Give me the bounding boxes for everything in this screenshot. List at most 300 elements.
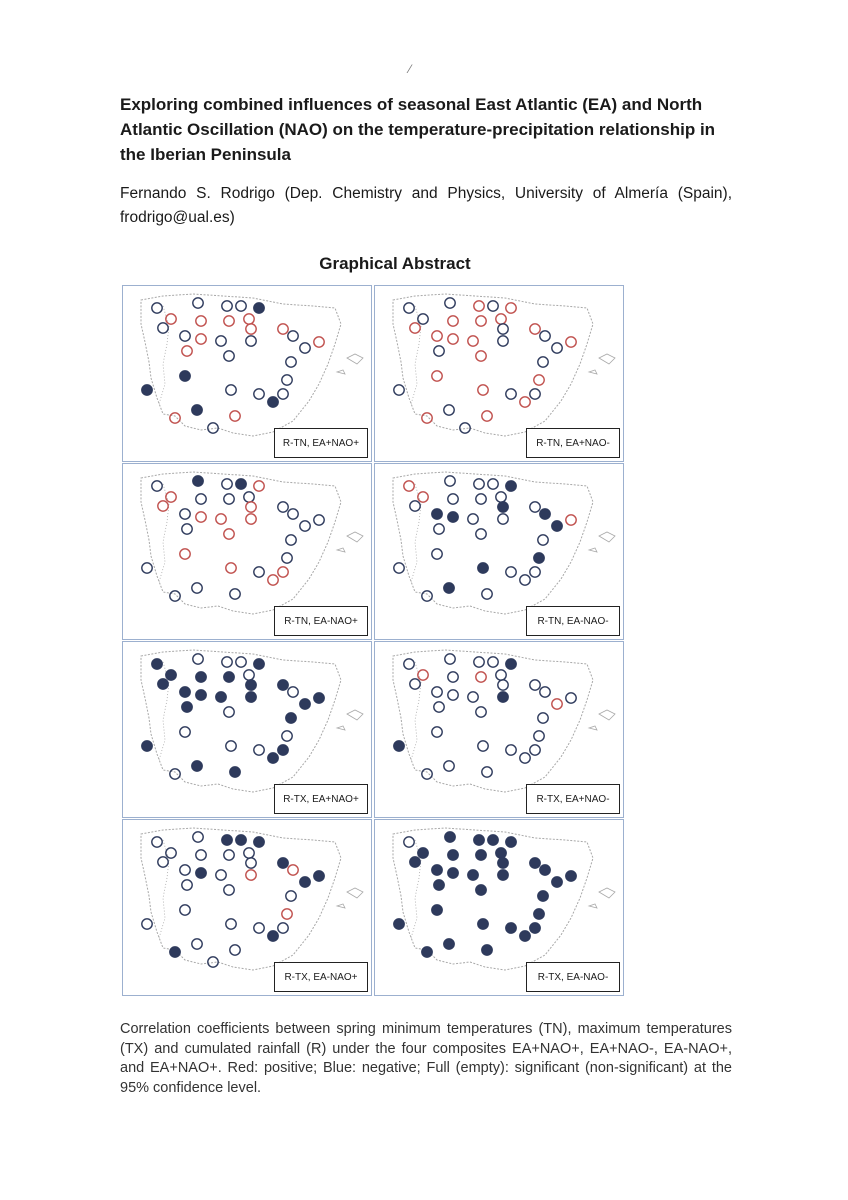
negative-station-marker xyxy=(180,331,190,341)
panel-label: R-TX, EA-NAO- xyxy=(526,962,620,992)
significant-station-marker xyxy=(422,947,432,957)
island-outline xyxy=(589,548,597,552)
significant-station-marker xyxy=(196,690,206,700)
negative-station-marker xyxy=(142,563,152,573)
negative-station-marker xyxy=(538,535,548,545)
positive-station-marker xyxy=(196,334,206,344)
negative-station-marker xyxy=(404,303,414,313)
negative-station-marker xyxy=(196,494,206,504)
negative-station-marker xyxy=(226,919,236,929)
positive-station-marker xyxy=(552,699,562,709)
negative-station-marker xyxy=(432,549,442,559)
negative-station-marker xyxy=(278,923,288,933)
negative-station-marker xyxy=(222,301,232,311)
positive-station-marker xyxy=(476,351,486,361)
island-outline xyxy=(599,354,615,364)
panel-label: R-TX, EA+NAO+ xyxy=(274,784,368,814)
positive-station-marker xyxy=(278,324,288,334)
panel-label: R-TN, EA+NAO+ xyxy=(274,428,368,458)
negative-station-marker xyxy=(434,346,444,356)
negative-station-marker xyxy=(288,331,298,341)
negative-station-marker xyxy=(288,687,298,697)
significant-station-marker xyxy=(222,835,232,845)
negative-station-marker xyxy=(506,389,516,399)
positive-station-marker xyxy=(448,334,458,344)
significant-station-marker xyxy=(530,858,540,868)
negative-station-marker xyxy=(432,687,442,697)
significant-station-marker xyxy=(478,919,488,929)
paper-title: Exploring combined influences of seasonal East Atlantic (EA) and North Atlantic Oscillation (NAO) on the temperature-precipitation relationship in the Iberian Peninsula xyxy=(120,95,716,164)
negative-station-marker xyxy=(434,702,444,712)
negative-station-marker xyxy=(226,741,236,751)
significant-station-marker xyxy=(300,877,310,887)
significant-station-marker xyxy=(158,679,168,689)
negative-station-marker xyxy=(520,753,530,763)
significant-station-marker xyxy=(498,870,508,880)
negative-station-marker xyxy=(422,591,432,601)
positive-station-marker xyxy=(246,870,256,880)
author-line: Fernando S. Rodrigo (Dep. Chemistry and Physics, University of Almería (Spain), frodrigo@ual.es) xyxy=(120,185,732,226)
significant-station-marker xyxy=(170,947,180,957)
significant-station-marker xyxy=(196,868,206,878)
significant-station-marker xyxy=(254,659,264,669)
negative-station-marker xyxy=(538,713,548,723)
significant-station-marker xyxy=(506,837,516,847)
significant-station-marker xyxy=(152,659,162,669)
significant-station-marker xyxy=(552,521,562,531)
significant-station-marker xyxy=(224,672,234,682)
negative-station-marker xyxy=(506,745,516,755)
negative-station-marker xyxy=(474,479,484,489)
positive-station-marker xyxy=(196,316,206,326)
positive-station-marker xyxy=(534,375,544,385)
negative-station-marker xyxy=(230,945,240,955)
significant-station-marker xyxy=(540,509,550,519)
negative-station-marker xyxy=(236,301,246,311)
island-outline xyxy=(589,726,597,730)
country-border xyxy=(159,484,169,582)
negative-station-marker xyxy=(444,761,454,771)
significant-station-marker xyxy=(520,931,530,941)
positive-station-marker xyxy=(530,324,540,334)
negative-station-marker xyxy=(444,405,454,415)
negative-station-marker xyxy=(478,741,488,751)
negative-station-marker xyxy=(418,314,428,324)
significant-station-marker xyxy=(182,702,192,712)
negative-station-marker xyxy=(520,575,530,585)
negative-station-marker xyxy=(182,524,192,534)
positive-station-marker xyxy=(170,413,180,423)
positive-station-marker xyxy=(224,316,234,326)
negative-station-marker xyxy=(496,670,506,680)
significant-station-marker xyxy=(268,397,278,407)
significant-station-marker xyxy=(482,945,492,955)
significant-station-marker xyxy=(254,837,264,847)
negative-station-marker xyxy=(180,727,190,737)
negative-station-marker xyxy=(288,509,298,519)
significant-station-marker xyxy=(300,699,310,709)
significant-station-marker xyxy=(142,741,152,751)
negative-station-marker xyxy=(498,324,508,334)
map-panel xyxy=(122,641,372,818)
positive-station-marker xyxy=(230,411,240,421)
positive-station-marker xyxy=(226,563,236,573)
negative-station-marker xyxy=(498,514,508,524)
significant-station-marker xyxy=(314,693,324,703)
negative-station-marker xyxy=(224,885,234,895)
significant-station-marker xyxy=(496,848,506,858)
positive-station-marker xyxy=(418,670,428,680)
negative-station-marker xyxy=(254,389,264,399)
positive-station-marker xyxy=(224,529,234,539)
negative-station-marker xyxy=(244,848,254,858)
positive-station-marker xyxy=(404,481,414,491)
significant-station-marker xyxy=(192,761,202,771)
negative-station-marker xyxy=(552,343,562,353)
positive-station-marker xyxy=(418,492,428,502)
positive-station-marker xyxy=(506,303,516,313)
negative-station-marker xyxy=(254,923,264,933)
negative-station-marker xyxy=(236,657,246,667)
negative-station-marker xyxy=(246,336,256,346)
negative-station-marker xyxy=(300,521,310,531)
positive-station-marker xyxy=(278,567,288,577)
negative-station-marker xyxy=(222,657,232,667)
negative-station-marker xyxy=(474,657,484,667)
negative-station-marker xyxy=(498,680,508,690)
significant-station-marker xyxy=(246,680,256,690)
negative-station-marker xyxy=(158,323,168,333)
negative-station-marker xyxy=(180,865,190,875)
significant-station-marker xyxy=(566,871,576,881)
negative-station-marker xyxy=(170,591,180,601)
positive-station-marker xyxy=(478,385,488,395)
significant-station-marker xyxy=(444,939,454,949)
negative-station-marker xyxy=(216,336,226,346)
negative-station-marker xyxy=(246,858,256,868)
significant-station-marker xyxy=(488,835,498,845)
negative-station-marker xyxy=(496,492,506,502)
map-panel xyxy=(374,819,624,996)
country-border xyxy=(159,306,169,404)
map-panel xyxy=(122,285,372,462)
island-outline xyxy=(599,888,615,898)
negative-station-marker xyxy=(404,659,414,669)
negative-station-marker xyxy=(180,905,190,915)
positive-station-marker xyxy=(244,314,254,324)
significant-station-marker xyxy=(498,858,508,868)
negative-station-marker xyxy=(286,357,296,367)
negative-station-marker xyxy=(286,535,296,545)
island-outline xyxy=(347,888,363,898)
negative-station-marker xyxy=(434,524,444,534)
negative-station-marker xyxy=(468,514,478,524)
significant-station-marker xyxy=(166,670,176,680)
negative-station-marker xyxy=(530,567,540,577)
island-outline xyxy=(589,904,597,908)
negative-station-marker xyxy=(300,343,310,353)
negative-station-marker xyxy=(538,357,548,367)
significant-station-marker xyxy=(476,885,486,895)
negative-station-marker xyxy=(286,891,296,901)
negative-station-marker xyxy=(166,848,176,858)
negative-station-marker xyxy=(506,567,516,577)
negative-station-marker xyxy=(566,693,576,703)
positive-station-marker xyxy=(158,501,168,511)
positive-station-marker xyxy=(448,316,458,326)
negative-station-marker xyxy=(180,509,190,519)
positive-station-marker xyxy=(432,331,442,341)
positive-station-marker xyxy=(254,481,264,491)
graphical-abstract-heading: Graphical Abstract xyxy=(319,254,471,273)
margin-mark: ⁄ xyxy=(409,62,412,76)
island-outline xyxy=(599,710,615,720)
significant-station-marker xyxy=(268,931,278,941)
significant-station-marker xyxy=(498,502,508,512)
panel-label: R-TN, EA-NAO+ xyxy=(274,606,368,636)
positive-station-marker xyxy=(246,502,256,512)
negative-station-marker xyxy=(445,476,455,486)
significant-station-marker xyxy=(394,741,404,751)
positive-station-marker xyxy=(410,323,420,333)
significant-station-marker xyxy=(142,385,152,395)
figure-caption: Correlation coefficients between spring minimum temperatures (TN), maximum temperatures (TX) and cumulated rainfall (R) under the four composites EA+NAO+, EA+NAO-, EA-NAO+, and EA+NAO+. Red: positive; Blue: negative; Full (empty): significant (non-significant) at the 95% confidence level. xyxy=(120,1021,732,1096)
negative-station-marker xyxy=(448,690,458,700)
significant-station-marker xyxy=(216,692,226,702)
negative-station-marker xyxy=(530,745,540,755)
significant-station-marker xyxy=(196,672,206,682)
negative-station-marker xyxy=(445,654,455,664)
panel-label: R-TX, EA-NAO+ xyxy=(274,962,368,992)
positive-station-marker xyxy=(482,411,492,421)
negative-station-marker xyxy=(540,331,550,341)
positive-station-marker xyxy=(196,512,206,522)
negative-station-marker xyxy=(208,957,218,967)
negative-station-marker xyxy=(278,502,288,512)
negative-station-marker xyxy=(476,707,486,717)
significant-station-marker xyxy=(394,919,404,929)
negative-station-marker xyxy=(196,850,206,860)
negative-station-marker xyxy=(208,423,218,433)
negative-station-marker xyxy=(278,389,288,399)
negative-station-marker xyxy=(224,351,234,361)
negative-station-marker xyxy=(448,672,458,682)
negative-station-marker xyxy=(282,731,292,741)
negative-station-marker xyxy=(488,657,498,667)
significant-station-marker xyxy=(314,871,324,881)
significant-station-marker xyxy=(278,745,288,755)
positive-station-marker xyxy=(246,514,256,524)
significant-station-marker xyxy=(448,868,458,878)
positive-station-marker xyxy=(496,314,506,324)
positive-station-marker xyxy=(166,492,176,502)
negative-station-marker xyxy=(448,494,458,504)
negative-station-marker xyxy=(192,939,202,949)
map-panel-grid xyxy=(122,285,626,993)
negative-station-marker xyxy=(254,567,264,577)
island-outline xyxy=(599,532,615,542)
positive-station-marker xyxy=(476,672,486,682)
negative-station-marker xyxy=(224,850,234,860)
positive-station-marker xyxy=(520,397,530,407)
map-panel xyxy=(374,641,624,818)
significant-station-marker xyxy=(410,857,420,867)
negative-station-marker xyxy=(422,769,432,779)
significant-station-marker xyxy=(246,692,256,702)
significant-station-marker xyxy=(434,880,444,890)
negative-station-marker xyxy=(192,583,202,593)
negative-station-marker xyxy=(158,857,168,867)
significant-station-marker xyxy=(552,877,562,887)
panel-label: R-TN, EA+NAO- xyxy=(526,428,620,458)
positive-station-marker xyxy=(476,316,486,326)
island-outline xyxy=(589,370,597,374)
negative-station-marker xyxy=(193,298,203,308)
negative-station-marker xyxy=(404,837,414,847)
significant-station-marker xyxy=(448,512,458,522)
negative-station-marker xyxy=(488,301,498,311)
negative-station-marker xyxy=(394,563,404,573)
negative-station-marker xyxy=(216,870,226,880)
negative-station-marker xyxy=(224,707,234,717)
significant-station-marker xyxy=(230,767,240,777)
negative-station-marker xyxy=(282,375,292,385)
country-border xyxy=(411,306,421,404)
negative-station-marker xyxy=(468,692,478,702)
significant-station-marker xyxy=(268,753,278,763)
positive-station-marker xyxy=(474,301,484,311)
significant-station-marker xyxy=(498,692,508,702)
negative-station-marker xyxy=(432,727,442,737)
negative-station-marker xyxy=(530,680,540,690)
significant-station-marker xyxy=(506,481,516,491)
map-panel xyxy=(374,463,624,640)
negative-station-marker xyxy=(193,832,203,842)
country-border xyxy=(159,840,169,938)
positive-station-marker xyxy=(268,575,278,585)
negative-station-marker xyxy=(482,589,492,599)
negative-station-marker xyxy=(482,767,492,777)
negative-station-marker xyxy=(170,769,180,779)
negative-station-marker xyxy=(476,529,486,539)
panel-label: R-TN, EA-NAO- xyxy=(526,606,620,636)
negative-station-marker xyxy=(534,731,544,741)
negative-station-marker xyxy=(394,385,404,395)
island-outline xyxy=(347,710,363,720)
negative-station-marker xyxy=(540,687,550,697)
country-border xyxy=(411,484,421,582)
positive-station-marker xyxy=(432,371,442,381)
negative-station-marker xyxy=(193,654,203,664)
significant-station-marker xyxy=(432,905,442,915)
island-outline xyxy=(347,532,363,542)
positive-station-marker xyxy=(314,337,324,347)
negative-station-marker xyxy=(530,389,540,399)
significant-station-marker xyxy=(468,870,478,880)
positive-station-marker xyxy=(422,413,432,423)
significant-station-marker xyxy=(506,659,516,669)
negative-station-marker xyxy=(314,515,324,525)
significant-station-marker xyxy=(445,832,455,842)
island-outline xyxy=(337,904,345,908)
significant-station-marker xyxy=(192,405,202,415)
significant-station-marker xyxy=(254,303,264,313)
significant-station-marker xyxy=(278,680,288,690)
negative-station-marker xyxy=(410,679,420,689)
positive-station-marker xyxy=(180,549,190,559)
negative-station-marker xyxy=(410,501,420,511)
significant-station-marker xyxy=(474,835,484,845)
significant-station-marker xyxy=(432,865,442,875)
island-outline xyxy=(337,370,345,374)
significant-station-marker xyxy=(540,865,550,875)
significant-station-marker xyxy=(444,583,454,593)
negative-station-marker xyxy=(498,336,508,346)
positive-station-marker xyxy=(566,515,576,525)
island-outline xyxy=(337,726,345,730)
significant-station-marker xyxy=(530,923,540,933)
significant-station-marker xyxy=(534,553,544,563)
negative-station-marker xyxy=(282,553,292,563)
positive-station-marker xyxy=(566,337,576,347)
negative-station-marker xyxy=(476,494,486,504)
significant-station-marker xyxy=(236,479,246,489)
map-panel xyxy=(374,285,624,462)
significant-station-marker xyxy=(538,891,548,901)
negative-station-marker xyxy=(152,303,162,313)
negative-station-marker xyxy=(152,481,162,491)
significant-station-marker xyxy=(432,509,442,519)
significant-station-marker xyxy=(180,687,190,697)
significant-station-marker xyxy=(278,858,288,868)
map-panel xyxy=(122,819,372,996)
significant-station-marker xyxy=(286,713,296,723)
negative-station-marker xyxy=(222,479,232,489)
significant-station-marker xyxy=(193,476,203,486)
country-border xyxy=(411,662,421,760)
significant-station-marker xyxy=(418,848,428,858)
negative-station-marker xyxy=(244,492,254,502)
positive-station-marker xyxy=(288,865,298,875)
negative-station-marker xyxy=(142,919,152,929)
negative-station-marker xyxy=(460,423,470,433)
negative-station-marker xyxy=(244,670,254,680)
significant-station-marker xyxy=(534,909,544,919)
island-outline xyxy=(347,354,363,364)
significant-station-marker xyxy=(180,371,190,381)
panel-label: R-TX, EA+NAO- xyxy=(526,784,620,814)
positive-station-marker xyxy=(182,346,192,356)
positive-station-marker xyxy=(468,336,478,346)
negative-station-marker xyxy=(488,479,498,489)
negative-station-marker xyxy=(182,880,192,890)
positive-station-marker xyxy=(216,514,226,524)
negative-station-marker xyxy=(152,837,162,847)
significant-station-marker xyxy=(476,850,486,860)
significant-station-marker xyxy=(506,923,516,933)
negative-station-marker xyxy=(224,494,234,504)
positive-station-marker xyxy=(246,324,256,334)
positive-station-marker xyxy=(166,314,176,324)
negative-station-marker xyxy=(445,298,455,308)
map-panel xyxy=(122,463,372,640)
significant-station-marker xyxy=(236,835,246,845)
negative-station-marker xyxy=(254,745,264,755)
negative-station-marker xyxy=(226,385,236,395)
significant-station-marker xyxy=(448,850,458,860)
island-outline xyxy=(337,548,345,552)
negative-station-marker xyxy=(230,589,240,599)
